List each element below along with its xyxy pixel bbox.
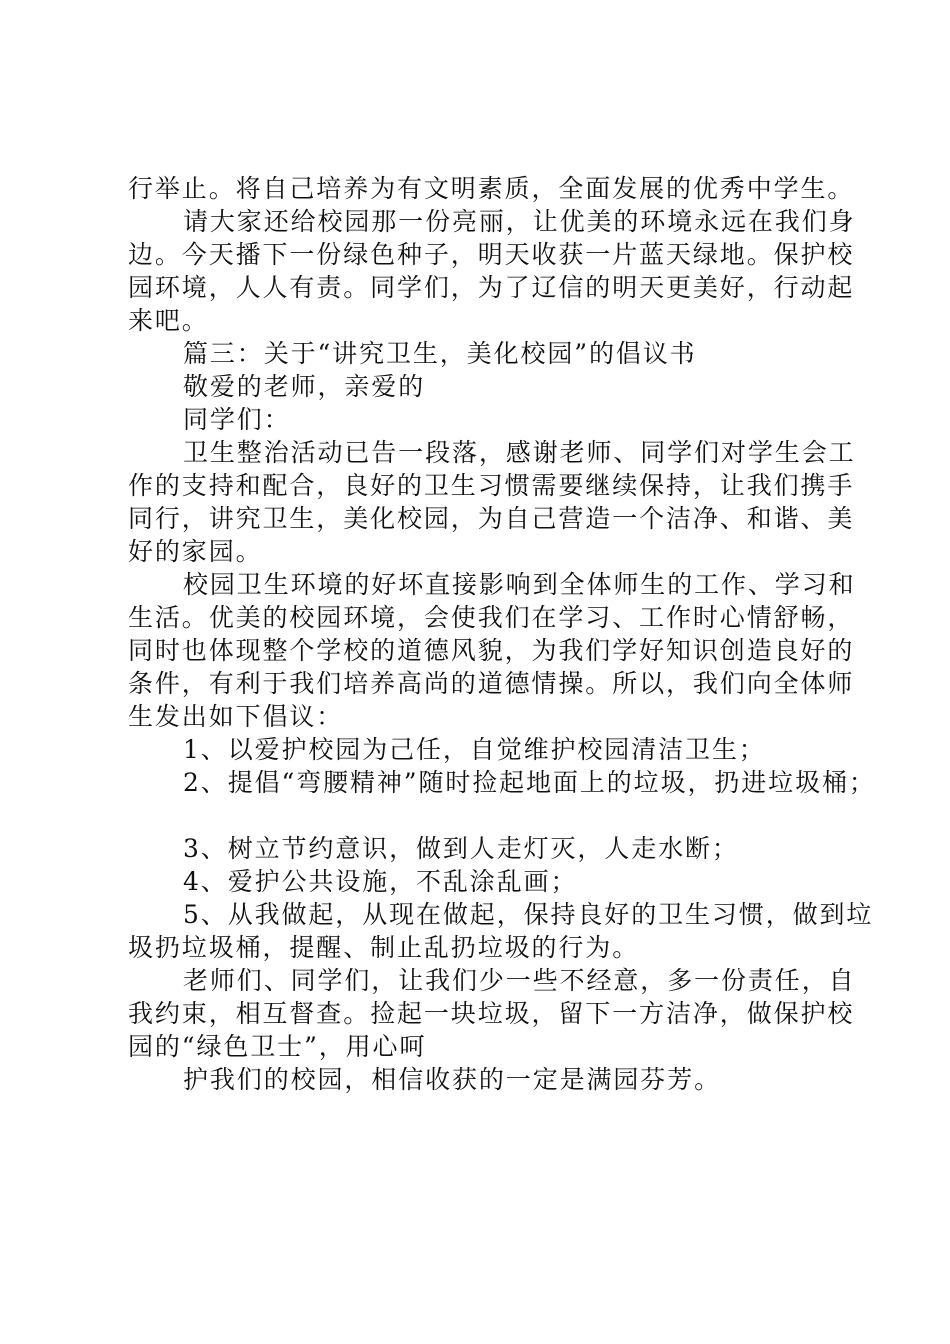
paragraph-line: 护我们的校园，相信收获的一定是满园芬芳。 bbox=[183, 1065, 722, 1094]
paragraph-line: 生发出如下倡议： bbox=[128, 702, 344, 731]
paragraph-line: 卫生整治活动已告一段落，感谢老师、同学们对学生会工 bbox=[183, 438, 856, 467]
list-item: 4、爱护公共设施，不乱涂乱画； bbox=[183, 867, 578, 896]
paragraph-line: 园的“绿色卫士”，用心呵 bbox=[128, 1032, 427, 1061]
paragraph-line: 我约束，相互督查。捡起一块垃圾，留下一方洁净，做保护校 bbox=[128, 999, 855, 1028]
paragraph-line: 请大家还给校园那一份亮丽，让优美的环境永远在我们身 bbox=[183, 207, 856, 236]
paragraph-line: 行举止。将自己培养为有文明素质，全面发展的优秀中学生。 bbox=[128, 174, 855, 203]
paragraph-line: 生活。优美的校园环境，会使我们在学习、工作时心情舒畅， bbox=[128, 603, 855, 632]
salutation: 同学们： bbox=[183, 405, 291, 434]
paragraph-line: 同时也体现整个学校的道德风貌，为我们学好知识创造良好的 bbox=[128, 636, 855, 665]
paragraph-line: 好的家园。 bbox=[128, 537, 263, 566]
paragraph-line: 老师们、同学们，让我们少一些不经意，多一份责任，自 bbox=[183, 966, 856, 995]
paragraph-line: 同行，讲究卫生，美化校园，为自己营造一个洁净、和谐、美 bbox=[128, 504, 855, 533]
list-item: 2、提倡“弯腰精神”随时捡起地面上的垃圾，扔进垃圾桶； bbox=[183, 768, 876, 797]
list-item: 1、以爱护校园为己任，自觉维护校园清洁卫生； bbox=[183, 735, 766, 764]
paragraph-line: 作的支持和配合，良好的卫生习惯需要继续保持，让我们携手 bbox=[128, 471, 855, 500]
document-body bbox=[128, 172, 876, 1096]
salutation: 敬爱的老师，亲爱的 bbox=[183, 372, 426, 401]
paragraph-line: 条件，有利于我们培养高尚的道德情操。所以，我们向全体师 bbox=[128, 669, 855, 698]
list-item: 5、从我做起，从现在做起，保持良好的卫生习惯，做到垃 bbox=[183, 900, 874, 929]
section-heading: 篇三：关于“讲究卫生，美化校园”的倡议书 bbox=[183, 339, 697, 368]
list-item: 3、树立节约意识，做到人走灯灭，人走水断； bbox=[183, 834, 739, 863]
list-item: 圾扔垃圾桶，提醒、制止乱扔垃圾的行为。 bbox=[128, 933, 640, 962]
paragraph-line: 园环境，人人有责。同学们，为了辽信的明天更美好，行动起 bbox=[128, 273, 855, 302]
paragraph-line: 边。今天播下一份绿色种子，明天收获一片蓝天绿地。保护校 bbox=[128, 240, 855, 269]
paragraph-line: 校园卫生环境的好坏直接影响到全体师生的工作、学习和 bbox=[183, 570, 856, 599]
paragraph-line: 来吧。 bbox=[128, 306, 209, 335]
